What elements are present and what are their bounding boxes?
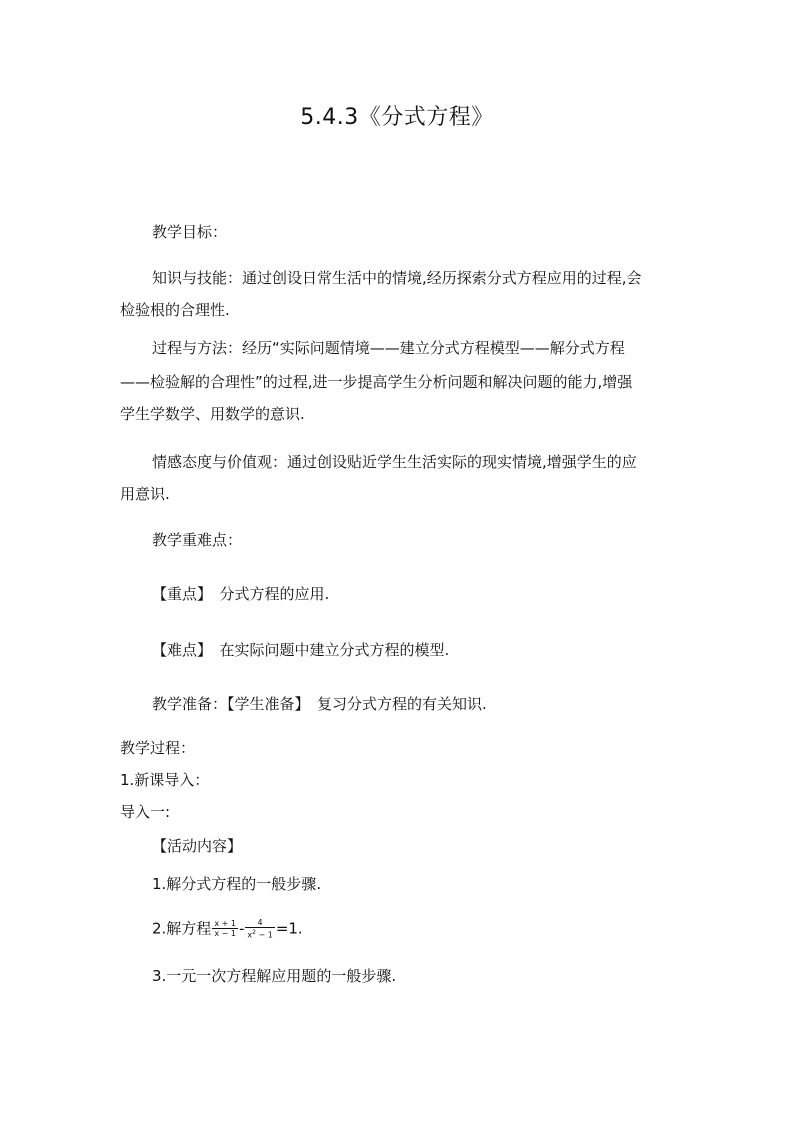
knowledge-skills-line-2: 检验根的合理性.: [120, 301, 230, 319]
key-difficult-heading: 教学重难点：: [152, 531, 243, 549]
minus-sign: -: [238, 919, 245, 938]
emotion-values-line-2: 用意识.: [120, 485, 170, 503]
fraction-1-denominator: x − 1: [214, 929, 236, 939]
fraction-2-numerator: 4: [245, 918, 274, 928]
fraction-2-denominator: $x^2 - 1$: [247, 929, 273, 940]
item-2-prefix: 2.解方程: [152, 919, 212, 938]
activity-item-1: 1.解分式方程的一般步骤.: [152, 875, 322, 893]
emotion-values-line-1: 情感态度与价值观：通过创设贴近学生生活实际的现实情境,增强学生的应: [152, 453, 637, 471]
item-2-suffix: =1.: [275, 919, 303, 938]
fraction-2: [245, 918, 274, 940]
difficult-point: 【难点】 在实际问题中建立分式方程的模型.: [152, 641, 450, 659]
fraction-1-numerator: x + 1: [214, 919, 236, 929]
process-methods-line-2: ——检验解的合理性”的过程,进一步提高学生分析问题和解决问题的能力,增强: [120, 373, 633, 391]
teaching-process-heading: 教学过程：: [120, 739, 196, 757]
document-title: 5.4.3《分式方程》: [300, 105, 494, 130]
process-methods-line-1: 过程与方法：经历“实际问题情境——建立分式方程模型——解分式方程: [152, 339, 625, 357]
activity-item-3: 3.一元一次方程解应用题的一般步骤.: [152, 967, 397, 985]
knowledge-skills-line-1: 知识与技能：通过创设日常生活中的情境,经历探索分式方程应用的过程,会: [152, 269, 642, 287]
goals-heading: 教学目标：: [152, 223, 228, 241]
teaching-preparation: 教学准备：【学生准备】 复习分式方程的有关知识.: [152, 695, 487, 713]
process-methods-line-3: 学生学数学、用数学的意识.: [120, 405, 305, 423]
new-lesson-intro-heading: 1.新课导入：: [120, 771, 210, 789]
activity-content-heading: 【活动内容】: [152, 837, 243, 855]
activity-item-2: [152, 918, 303, 940]
key-point: 【重点】 分式方程的应用.: [152, 585, 330, 603]
intro-one-label: 导入一:: [120, 803, 171, 821]
fraction-1: [212, 919, 238, 938]
